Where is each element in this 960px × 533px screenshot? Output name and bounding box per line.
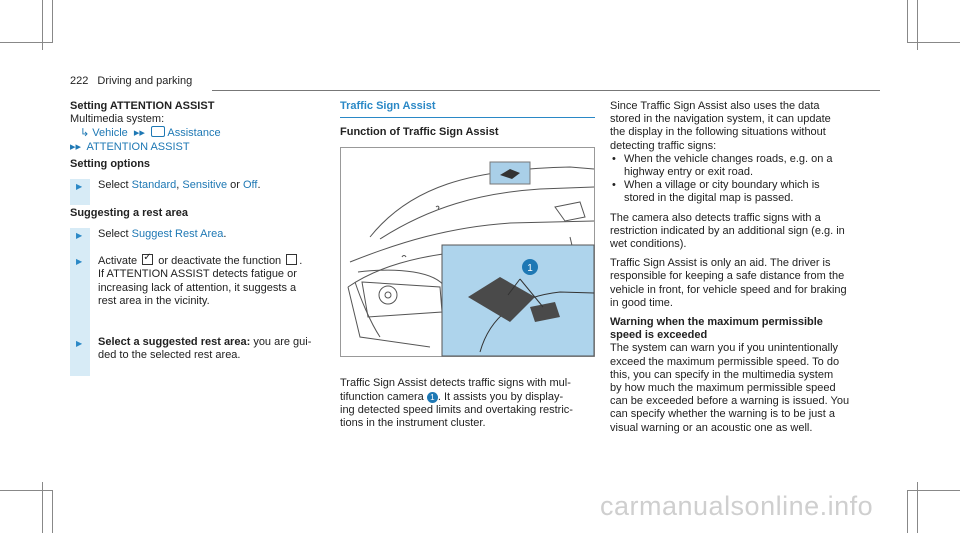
nav-vehicle-link[interactable]: Vehicle <box>92 127 128 140</box>
caption-line: ing detected speed limits and overtaking restric- <box>340 403 573 416</box>
crop-mark <box>907 0 908 43</box>
text-line: by how much the maximum permissible speed <box>610 382 836 395</box>
crop-mark <box>52 0 53 43</box>
right-column <box>610 100 880 435</box>
bullet-item <box>610 153 880 179</box>
multimedia-line: Multimedia system: <box>70 113 165 126</box>
text-line: exceed the maximum permissible speed. To do <box>610 355 840 368</box>
nav-path-2 <box>70 141 320 154</box>
step-bar <box>70 336 90 376</box>
step-bar <box>70 179 90 205</box>
step-arrow-icon: ▶ <box>76 182 83 192</box>
warning-heading <box>610 316 880 342</box>
watermark: carmanualsonline.info <box>600 491 874 521</box>
section-rule <box>340 117 595 118</box>
suggest-rest-area-link[interactable]: Suggest Rest Area <box>131 228 224 241</box>
text-line: the display in the following situations without <box>610 126 826 139</box>
para-nav-data <box>610 100 880 153</box>
section-title: Traffic Sign Assist <box>340 100 436 112</box>
crop-mark <box>0 42 52 43</box>
crop-mark <box>917 482 918 533</box>
select-rest-line2: ded to the selected rest area. <box>98 349 241 362</box>
crop-mark <box>42 482 43 533</box>
crop-mark <box>52 490 53 533</box>
text-line: The system can warn you if you unintentionally <box>610 342 839 355</box>
step-select-options: ▶ Select Standard, Sensitive or Off. <box>70 179 320 205</box>
text-line: can be exceeded before a warning is issued. You <box>610 395 850 408</box>
para-warning <box>610 342 880 434</box>
text-line: visual warning or an acoustic one as well. <box>610 421 813 434</box>
text-line: restriction indicated by an additional sign (e.g. in <box>610 224 845 237</box>
text-line: can specify whether the warning is to be just a <box>610 408 836 421</box>
page-header-title: Driving and parking <box>97 75 193 87</box>
text-line: • When a village or city boundary which is <box>624 179 820 192</box>
para-aid <box>610 257 880 310</box>
select-text: Select <box>98 179 129 192</box>
activate-line: If ATTENTION ASSIST detects fatigue or <box>98 268 297 281</box>
option-standard[interactable]: Standard <box>131 179 177 192</box>
text-line: vehicle in front, for vehicle speed and for braking <box>610 283 847 296</box>
step-activate: ▶ Activate ✓ or deactivate the function . If ATTENTION ASSIST detects fatigue or increasing lack of attention, it suggests a rest area in the vicinity. <box>70 254 320 336</box>
sub-heading: Function of Traffic Sign Assist <box>340 126 499 139</box>
para-camera <box>610 212 880 252</box>
text-line: Since Traffic Sign Assist also uses the data <box>610 100 820 112</box>
text-line: in good time. <box>610 296 673 309</box>
header-rule <box>212 90 880 91</box>
option-off[interactable]: Off <box>242 179 258 192</box>
or-text: or <box>230 179 240 192</box>
step-select-rest <box>70 336 320 376</box>
crop-mark <box>907 490 908 533</box>
left-column <box>70 100 320 376</box>
nav-path-1 <box>70 126 320 140</box>
text-line: The camera also detects traffic signs with a <box>610 211 821 224</box>
step-bar <box>70 254 90 336</box>
car-illustration <box>340 147 595 357</box>
caption <box>340 377 595 430</box>
option-sensitive[interactable]: Sensitive <box>182 179 228 192</box>
step-arrow-icon: ▶ <box>76 257 83 267</box>
activate-text: Activate <box>98 255 138 268</box>
caption-line: tions in the instrument cluster. <box>340 417 486 430</box>
crop-mark <box>0 490 52 491</box>
text-line: Traffic Sign Assist is only an aid. The driver is <box>610 257 831 270</box>
crop-mark <box>42 0 43 50</box>
text-line: Warning when the maximum permissible <box>610 316 823 329</box>
select-text: Select <box>98 228 129 241</box>
nav-assistance-link[interactable]: Assistance <box>167 127 221 140</box>
caption-line: Traffic Sign Assist detects traffic signs with mul- <box>340 377 571 390</box>
step-arrow-icon: ▶ <box>76 231 83 241</box>
page-number: 222 <box>70 75 89 87</box>
suggest-heading: Suggesting a rest area <box>70 207 188 220</box>
options-heading: Setting options <box>70 157 151 170</box>
callout-1-icon: 1 <box>427 392 438 403</box>
activate-line: increasing lack of attention, it suggests a <box>98 281 297 294</box>
text-line: speed is exceeded <box>610 329 708 342</box>
text-line: this, you can specify in the multimedia system <box>610 368 834 381</box>
step-arrow-icon: ▶ <box>76 339 83 349</box>
car-assist-icon <box>151 126 165 137</box>
page-header <box>70 75 192 88</box>
text-line: responsible for keeping a safe distance from the <box>610 270 845 283</box>
callout-number: 1 <box>527 263 533 275</box>
crop-mark <box>908 490 960 491</box>
step-bar <box>70 228 90 254</box>
text-line: • When the vehicle changes roads, e.g. on a <box>624 152 833 165</box>
middle-column <box>340 100 595 430</box>
bullet-item <box>610 179 880 205</box>
text-line: highway entry or exit road. <box>624 166 754 179</box>
double-chevron-icon: ▸▸ <box>70 140 82 153</box>
step-suggest: ▶ Select Suggest Rest Area. <box>70 228 320 254</box>
checkbox-checked-icon[interactable] <box>142 254 153 265</box>
double-chevron-icon: ▸▸ <box>133 127 145 140</box>
caption-line: . It assists you by display- <box>437 390 564 403</box>
select-rest-bold: Select a suggested rest area: <box>98 336 251 349</box>
text-line: detecting traffic signs: <box>610 139 717 152</box>
nav-attention-link[interactable]: ATTENTION ASSIST <box>86 140 190 153</box>
activate-middle-text: or deactivate the function <box>158 255 282 268</box>
caption-line: tifunction camera <box>340 390 424 403</box>
text-line: stored in the digital map is passed. <box>624 192 794 205</box>
return-arrow-icon: ↳ <box>80 127 90 140</box>
crop-mark <box>908 42 960 43</box>
checkbox-empty-icon[interactable] <box>286 254 297 265</box>
setting-heading: Setting ATTENTION ASSIST <box>70 100 215 112</box>
select-rest-tail: you are gui- <box>253 336 312 349</box>
camera-zoom-inset <box>442 245 594 356</box>
text-line: wet conditions). <box>610 238 687 251</box>
activate-line: rest area in the vicinity. <box>98 294 210 307</box>
text-line: stored in the navigation system, it can update <box>610 113 831 126</box>
crop-mark <box>917 0 918 50</box>
